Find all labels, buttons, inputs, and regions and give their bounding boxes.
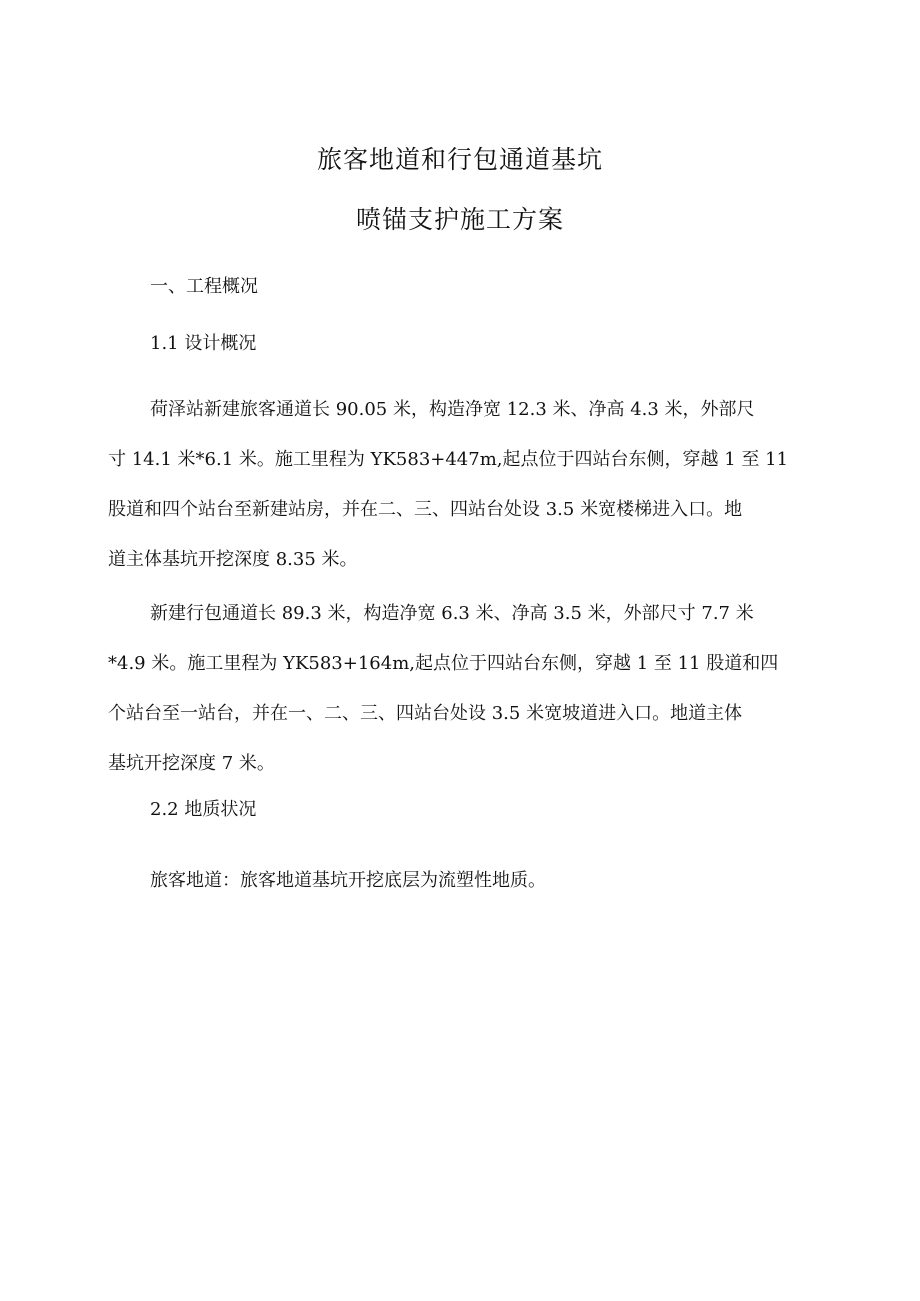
section-heading-project-overview: 一、工程概况 bbox=[150, 276, 258, 297]
paragraph-line: 荷泽站新建旅客通道长 90.05 米，构造净宽 12.3 米、净高 4.3 米，外部尺 bbox=[150, 399, 755, 420]
paragraph-passenger-passage bbox=[108, 385, 814, 585]
paragraph-baggage-passage bbox=[108, 589, 814, 789]
paragraph-line: 股道和四个站台至新建站房，并在二、三、四站台处设 3.5 米宽楼梯进入口。地 bbox=[108, 499, 743, 520]
document-title-line2: 喷锚支护施工方案 bbox=[355, 205, 564, 234]
subsection-heading-design-overview: 1.1 设计概况 bbox=[150, 333, 257, 354]
paragraph-line: *4.9 米。施工里程为 YK583+164m,起点位于四站台东侧，穿越 1 至 11 股道和四 bbox=[108, 653, 779, 674]
document-title-line1: 旅客地道和行包通道基坑 bbox=[316, 145, 603, 174]
paragraph-line: 新建行包通道长 89.3 米，构造净宽 6.3 米、净高 3.5 米，外部尺寸 7.7 米 bbox=[150, 603, 754, 624]
subsection-heading-geology: 2.2 地质状况 bbox=[150, 799, 257, 820]
paragraph-line: 道主体基坑开挖深度 8.35 米。 bbox=[108, 549, 358, 570]
paragraph-line: 寸 14.1 米*6.1 米。施工里程为 YK583+447m,起点位于四站台东侧，穿越 1 至 11 bbox=[108, 449, 789, 470]
paragraph-line: 基坑开挖深度 7 米。 bbox=[108, 753, 275, 774]
paragraph-geology: 旅客地道：旅客地道基坑开挖底层为流塑性地质。 bbox=[150, 870, 546, 891]
paragraph-line: 个站台至一站台，并在一、二、三、四站台处设 3.5 米宽坡道进入口。地道主体 bbox=[108, 703, 743, 724]
